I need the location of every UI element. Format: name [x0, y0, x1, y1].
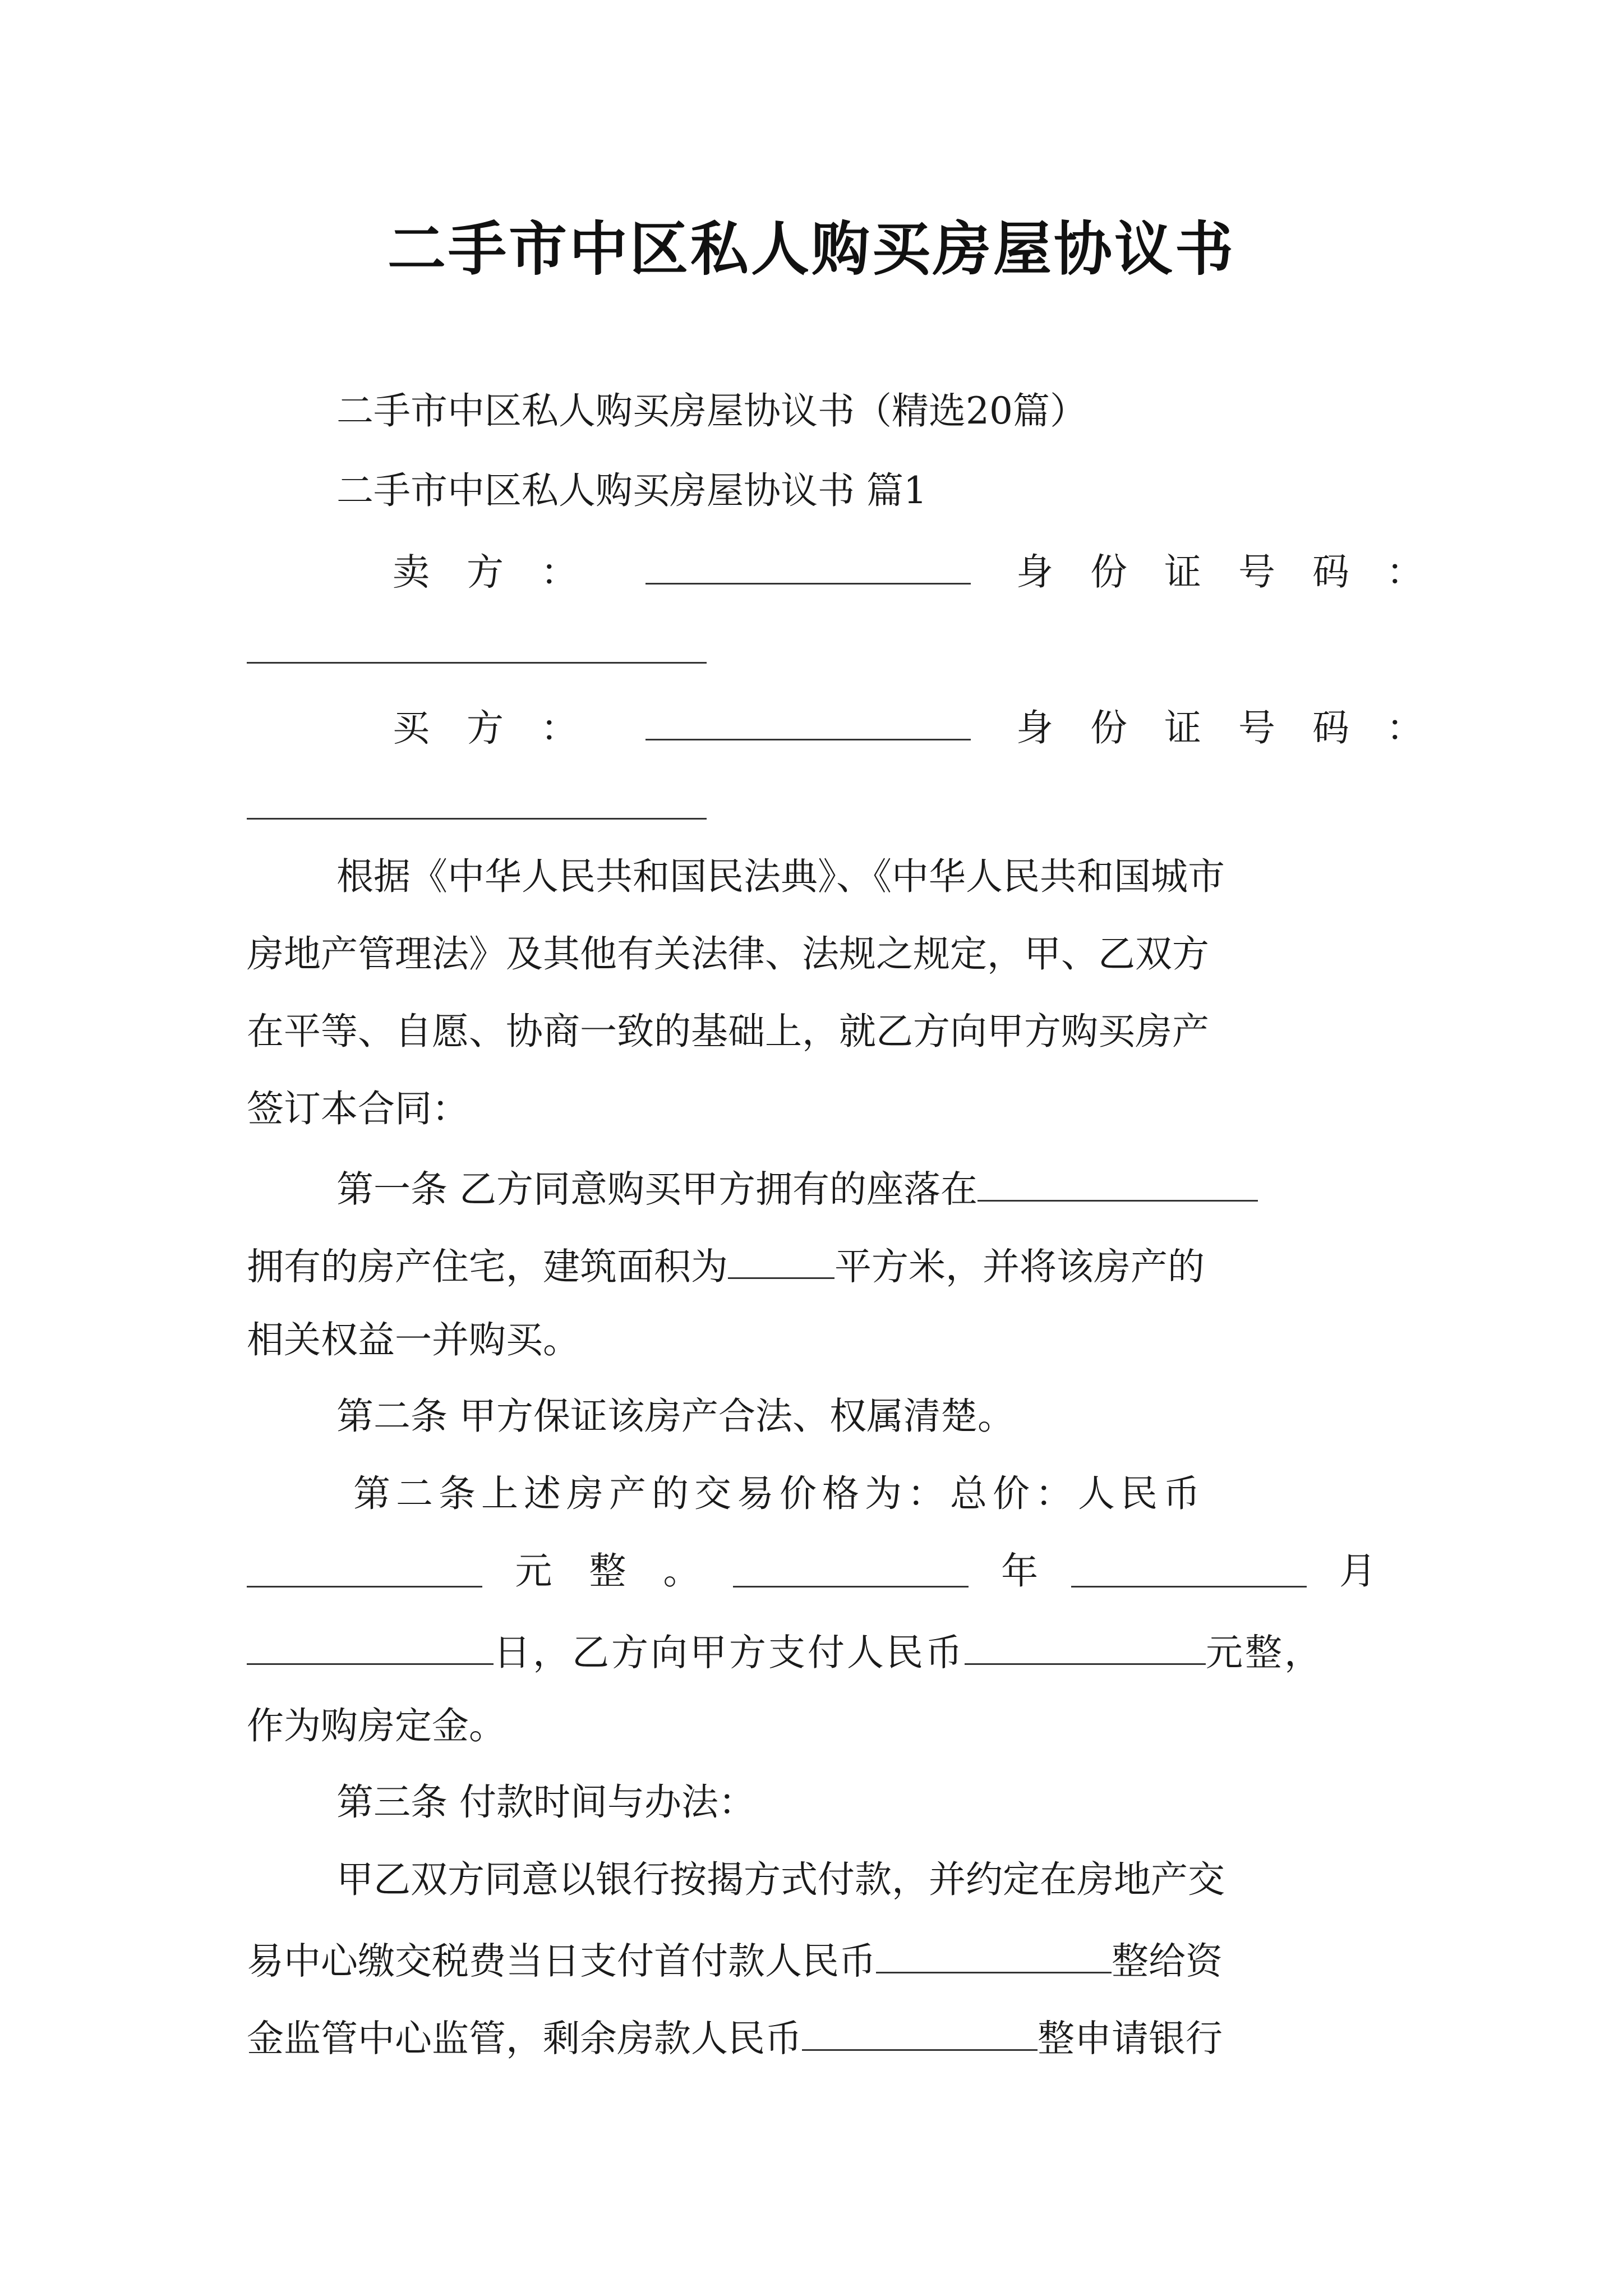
document-title: 二手市中区私人购买房屋协议书 — [387, 214, 1235, 283]
art2b-line4: 作为购房定金。 — [247, 1704, 506, 1747]
para3-text3b: 整申请银行 — [1038, 2017, 1223, 2060]
yuan-label: 元 整 。 — [515, 1549, 700, 1593]
buyer-line — [393, 706, 1423, 750]
seller-label: 卖 方 ： — [393, 550, 578, 594]
art1-text1: 第一条 乙方同意购买甲方拥有的座落在 — [336, 1167, 978, 1211]
seller-id-label: 身 份 证 号 码 ： — [1016, 550, 1423, 594]
total-price-blank[interactable] — [247, 1553, 482, 1588]
year-label: 年 — [1001, 1549, 1039, 1593]
para3-text3a: 金监管中心监管，剩余房款人民币 — [247, 2017, 802, 2060]
art2b-text3b: 元整， — [1206, 1631, 1324, 1674]
art2b-text3a: 日，乙方向甲方支付人民币 — [494, 1631, 965, 1674]
para3-line3 — [247, 2016, 1376, 2060]
buyer-name-blank[interactable] — [645, 706, 971, 740]
para3-text2a: 易中心缴交税费当日支付首付款人民币 — [247, 1939, 876, 1983]
para3-line1: 甲乙双方同意以银行按揭方式付款，并约定在房地产交 — [336, 1858, 1225, 1901]
art2b-line2 — [247, 1549, 1376, 1593]
art1-text2a: 拥有的房产住宅，建筑面积为 — [247, 1245, 728, 1289]
art3-line: 第三条 付款时间与办法： — [336, 1780, 755, 1824]
seller-name-blank[interactable] — [645, 550, 971, 585]
day-blank[interactable] — [247, 1630, 494, 1665]
buyer-label: 买 方 ： — [393, 706, 578, 750]
para3-text2b: 整给资 — [1112, 1939, 1223, 1983]
deposit-blank[interactable] — [965, 1630, 1206, 1665]
subtitle: 二手市中区私人购买房屋协议书（精选20篇） — [336, 389, 1087, 432]
seller-id-blank[interactable] — [247, 662, 707, 664]
art1-line1 — [336, 1167, 1376, 1211]
para1-line4: 签订本合同： — [247, 1087, 469, 1130]
section-heading: 二手市中区私人购买房屋协议书 篇1 — [336, 469, 927, 512]
buyer-id-label: 身 份 证 号 码 ： — [1016, 706, 1423, 750]
buyer-id-blank[interactable] — [247, 818, 707, 820]
art1-line2 — [247, 1244, 1376, 1289]
para1-line1: 根据《中华人民共和国民法典》、《中华人民共和国城市 — [336, 855, 1225, 898]
seller-line — [393, 550, 1423, 594]
year-blank[interactable] — [733, 1553, 969, 1588]
art1-line3: 相关权益一并购买。 — [247, 1318, 580, 1361]
art2b-line3 — [247, 1630, 1376, 1674]
month-label: 月 — [1339, 1549, 1376, 1593]
para1-line2: 房地产管理法》及其他有关法律、法规之规定，甲、乙双方 — [247, 932, 1209, 976]
location-blank[interactable] — [978, 1167, 1258, 1202]
month-blank[interactable] — [1071, 1553, 1307, 1588]
art2b-line1: 第二条上述房产的交易价格为：总价：人民币 — [353, 1472, 1206, 1515]
para1-line3: 在平等、自愿、协商一致的基础上，就乙方向甲方购买房产 — [247, 1010, 1209, 1053]
remaining-payment-blank[interactable] — [802, 2016, 1038, 2051]
para3-line2 — [247, 1939, 1376, 1983]
down-payment-blank[interactable] — [876, 1939, 1112, 1973]
art1-text2b: 平方米，并将该房产的 — [834, 1245, 1205, 1289]
area-blank[interactable] — [728, 1244, 834, 1279]
art2-line: 第二条 甲方保证该房产合法、权属清楚。 — [336, 1395, 1015, 1438]
